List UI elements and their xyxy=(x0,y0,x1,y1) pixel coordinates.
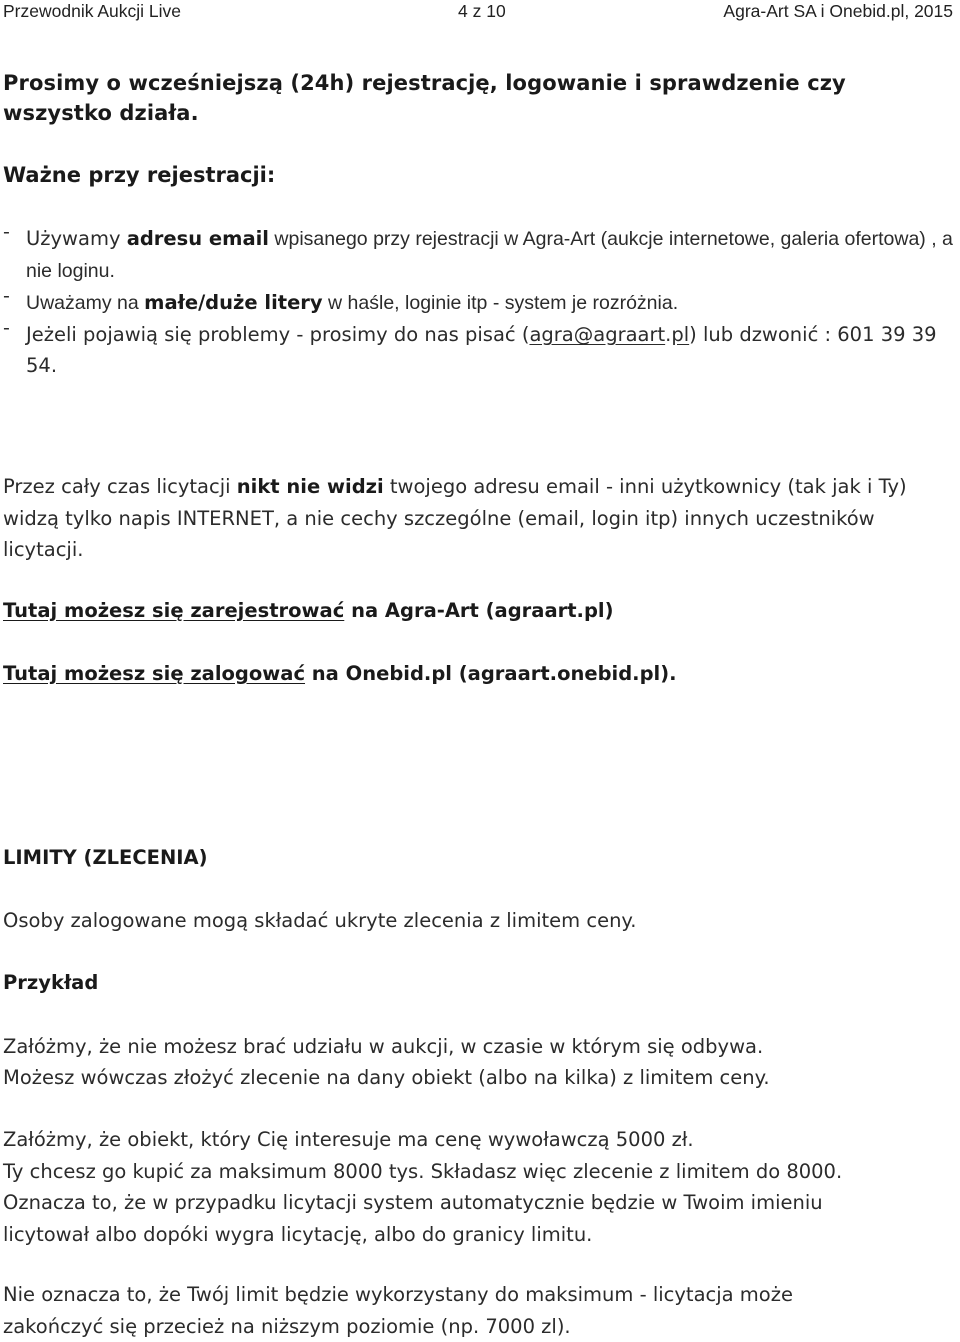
paragraph-line: licytował albo dopóki wygra licytację, albo do granicy limitu. xyxy=(3,1219,958,1251)
privacy-emphasis: nikt nie widzi xyxy=(237,475,384,498)
paragraph-line: zakończyć się przecież na niższym poziomie (np. 7000 zl). xyxy=(3,1311,958,1342)
important-heading: Ważne przy rejestracji: xyxy=(3,160,958,190)
page-header xyxy=(3,0,953,26)
limits-heading: LIMITY (ZLECENIA) xyxy=(3,843,958,873)
privacy-paragraph xyxy=(3,471,958,566)
limits-description: Osoby zalogowane mogą składać ukryte zlecenia z limitem ceny. xyxy=(3,906,958,936)
login-line xyxy=(3,659,958,689)
privacy-text: twojego adresu email - inni użytkownicy (tak jak i Ty) widzą tylko napis INTERNET, a nie cechy szczególne (email, login itp) innych uczestników licytacji. xyxy=(3,475,907,561)
rule-text: Używamy xyxy=(26,227,127,250)
register-link-rest: na Agra-Art (agraart.pl) xyxy=(344,599,613,622)
rule-text: Jeżeli pojawią się problemy - prosimy do nas pisać ( xyxy=(26,323,529,346)
paragraph-line: Załóżmy, że obiekt, który Cię interesuje ma cenę wywoławczą 5000 zł. xyxy=(3,1124,958,1156)
rule-text: . xyxy=(665,323,671,346)
example-paragraph-3 xyxy=(3,1279,958,1342)
paragraph-line: Załóżmy, że nie możesz brać udziału w aukcji, w czasie w którym się odbywa. xyxy=(3,1031,958,1062)
paragraph-line: Możesz wówczas złożyć zlecenie na dany obiekt (albo na kilka) z limitem ceny. xyxy=(3,1062,958,1093)
rule-text: ) lub dzwonić : 601 39 39 54. xyxy=(26,323,937,377)
email-link[interactable]: agra@agraart xyxy=(529,323,665,346)
example-heading: Przykład xyxy=(3,968,958,998)
rule-item-contact xyxy=(3,319,958,381)
rule-item-case xyxy=(3,287,958,319)
dash-bullet: - xyxy=(3,313,10,344)
intro-notice: Prosimy o wcześniejszą (24h) rejestrację, logowanie i sprawdzenie czy wszystko działa. xyxy=(3,68,958,128)
rule-emphasis: małe/duże litery xyxy=(144,291,323,314)
register-link[interactable]: Tutaj możesz się zarejestrować xyxy=(3,599,344,622)
example-paragraph-2 xyxy=(3,1124,958,1250)
rule-item-email xyxy=(3,223,958,287)
paragraph-line: Ty chcesz go kupić za maksimum 8000 tys. Składasz więc zlecenie z limitem do 8000. xyxy=(3,1156,958,1188)
register-line xyxy=(3,596,958,626)
rule-text: Uważamy na xyxy=(26,292,144,314)
rule-text: w haśle, loginie itp - system je rozróżnia. xyxy=(323,292,678,314)
registration-rules xyxy=(3,223,958,381)
email-link-domain[interactable]: pl xyxy=(671,323,689,346)
header-publisher: Agra-Art SA i Onebid.pl, 2015 xyxy=(723,1,953,22)
rule-emphasis: adresu email xyxy=(127,227,269,250)
login-link-rest: na Onebid.pl (agraart.onebid.pl). xyxy=(305,662,677,685)
paragraph-line: Nie oznacza to, że Twój limit będzie wykorzystany do maksimum - licytacja może xyxy=(3,1279,958,1311)
dash-bullet: - xyxy=(3,281,10,312)
paragraph-line: Oznacza to, że w przypadku licytacji system automatycznie będzie w Twoim imieniu xyxy=(3,1187,958,1219)
privacy-text: Przez cały czas licytacji xyxy=(3,475,237,498)
example-paragraph-1 xyxy=(3,1031,958,1093)
login-link[interactable]: Tutaj możesz się zalogować xyxy=(3,662,305,685)
rule-text: wpisanego przy rejestracji w Agra-Art (aukcje internetowe, galeria ofertowa) , a nie loginu. xyxy=(26,228,953,282)
page-number: 4 z 10 xyxy=(458,1,506,22)
header-title: Przewodnik Aukcji Live xyxy=(3,1,181,22)
dash-bullet: - xyxy=(3,217,10,248)
